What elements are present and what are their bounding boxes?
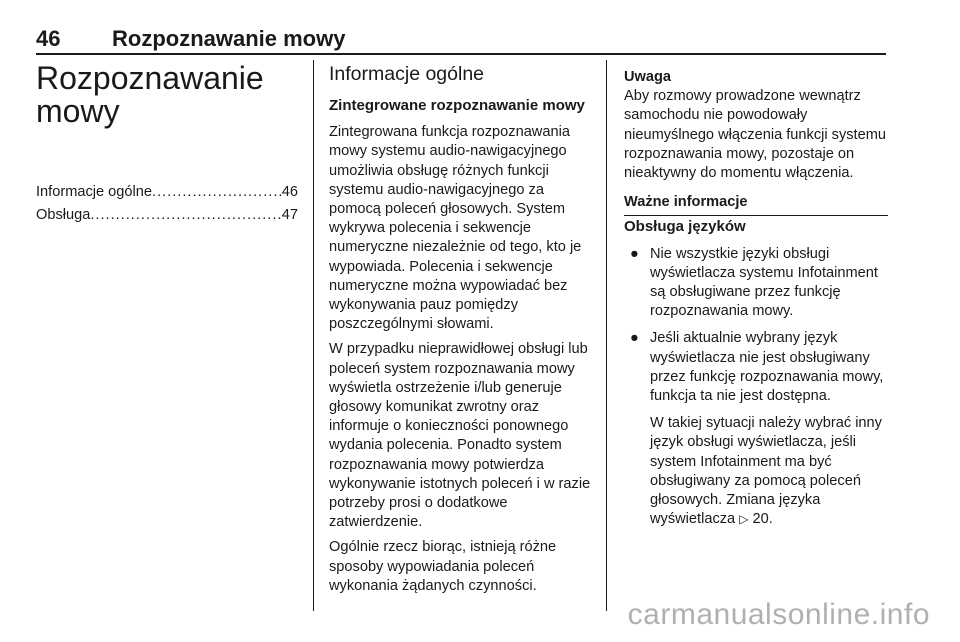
list-item: [624, 245, 888, 322]
bullet-icon: ●: [630, 245, 639, 262]
toc-leader: [90, 206, 281, 225]
chapter-title: Rozpoznawanie mowy: [36, 60, 264, 129]
toc-entry[interactable]: [36, 183, 298, 206]
column-divider: [606, 60, 607, 611]
page-number: 46: [36, 26, 61, 51]
reference-arrow-icon[interactable]: ▷: [739, 512, 749, 527]
toc-column: [36, 62, 298, 229]
toc-page: 46: [281, 184, 298, 200]
divider: [624, 215, 888, 216]
middle-column: [329, 62, 591, 602]
toc-label: Informacje ogólne: [36, 184, 153, 200]
right-column: [624, 68, 888, 529]
paragraph: W przypadku nieprawidłowej obsługi lub poleceń system rozpoznawania mowy wyświetla ostrzeżenie i/lub generuje głosowy komunikat zwrotny oraz informuje o konieczności ponownego wydania polecenia. Ponadto system rozpoznawania mowy potwierdza wykonywanie istotnych poleceń i w razie potrzeby prosi o dodatkowe zatwierdzenie.: [329, 341, 591, 531]
list-item: [624, 329, 888, 406]
watermark: carmanualsonline.info: [627, 598, 930, 631]
reference-page[interactable]: 20.: [748, 511, 773, 528]
paragraph: Zintegrowana funkcja rozpoznawania mowy systemu audio-nawigacyjnego umożliwia obsługę różnych funkcji systemu audio-nawigacyjnego za pomocą poleceń głosowych. System wykrywa polecenia i sekwencje numeryczne niezależnie od tego, kto je wypowiada. Polecenia i sekwencje numeryczne można wypowiadać bez wykonywania pauz pomiędzy poszczególnymi słowami.: [329, 124, 582, 333]
toc-entry[interactable]: [36, 206, 298, 229]
subsection-heading: Obsługa języków: [624, 218, 746, 236]
column-divider: [313, 60, 314, 611]
note-label: Uwaga: [624, 69, 672, 85]
header-title: Rozpoznawanie mowy: [112, 26, 346, 51]
list-item-text: Nie wszystkie języki obsługi wyświetlacza systemu Infotainment są obsługiwane przez funkcję rozpoznawania mowy.: [650, 245, 878, 320]
paragraph: Ogólnie rzecz biorąc, istnieją różne sposoby wypowiadania poleceń wykonania żądanych czynności.: [329, 539, 557, 594]
bullet-icon: ●: [630, 330, 639, 347]
important-heading: Ważne informacje: [624, 194, 748, 211]
sub-paragraph: [650, 414, 888, 529]
section-heading: Informacje ogólne: [329, 63, 485, 85]
toc-page: 47: [281, 207, 298, 223]
sub-paragraph-text: W takiej sytuacji należy wybrać inny język obsługi wyświetlacza, jeśli system Infotainment ma być obsługiwany za pomocą poleceń głosowych. Zmiana języka wyświetlacza: [650, 415, 882, 528]
toc-label: Obsługa: [36, 207, 91, 223]
list-item-text: Jeśli aktualnie wybrany język wyświetlacza nie jest obsługiwany przez funkcję rozpoznawania mowy, funkcja ta nie jest dostępna.: [650, 330, 884, 405]
header-rule: [36, 53, 886, 55]
note-text: Aby rozmowy prowadzone wewnątrz samochodu nie powodowały nieumyślnego włączenia funkcji systemu rozpoznawania mowy, pozostaje on nieaktywny do momentu włączenia.: [624, 88, 886, 182]
subsection-heading: Zintegrowane rozpoznawanie mowy: [329, 97, 585, 114]
toc-leader: [152, 183, 282, 202]
